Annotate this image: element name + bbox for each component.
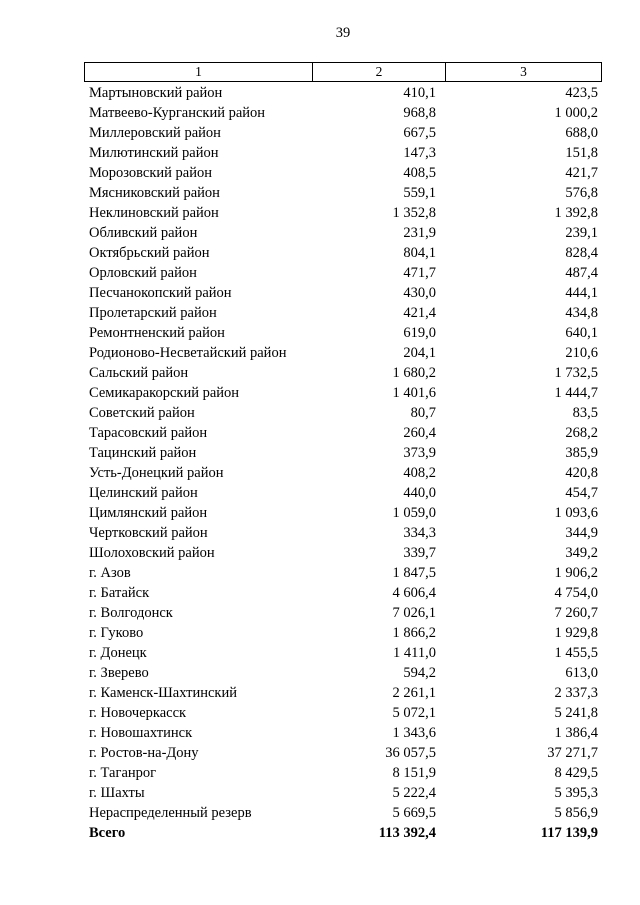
row-name: г. Новошахтинск (89, 725, 193, 741)
row-value-2: 260,4 (403, 425, 436, 441)
row-name: Чертковский район (89, 525, 208, 541)
row-name: Морозовский район (89, 165, 213, 181)
table-row (84, 223, 602, 243)
row-value-3: 444,1 (565, 285, 598, 301)
row-value-3: 576,8 (565, 185, 598, 201)
table-row (84, 103, 602, 123)
total-row-label: Всего (89, 825, 126, 841)
row-name: Мясниковский район (89, 185, 220, 201)
row-value-2: 5 669,5 (392, 805, 436, 821)
row-value-2: 430,0 (403, 285, 436, 301)
row-name: г. Азов (89, 565, 131, 581)
row-value-3: 4 754,0 (554, 585, 598, 601)
row-name: Шолоховский район (89, 545, 215, 561)
row-value-2: 373,9 (403, 445, 436, 461)
table-row (84, 183, 602, 203)
row-value-3: 239,1 (565, 225, 598, 241)
row-value-3: 5 856,9 (554, 805, 598, 821)
table-row (84, 203, 602, 223)
table-header-col-3: 3 (520, 64, 527, 79)
table-row (84, 263, 602, 283)
row-value-2: 2 261,1 (392, 685, 436, 701)
row-value-2: 1 411,0 (393, 645, 436, 661)
table-row (84, 463, 602, 483)
table-body (84, 83, 602, 823)
row-name: г. Каменск-Шахтинский (89, 685, 237, 701)
table-row (84, 423, 602, 443)
row-value-3: 344,9 (565, 525, 598, 541)
row-value-3: 640,1 (565, 325, 598, 341)
table-row (84, 683, 602, 703)
row-name: Ремонтненский район (89, 325, 225, 341)
row-value-3: 210,6 (565, 345, 598, 361)
row-value-3: 1 392,8 (554, 205, 598, 221)
table-row (84, 343, 602, 363)
total-row-value-3: 117 139,9 (540, 825, 598, 841)
row-name: Песчанокопский район (89, 285, 232, 301)
table-row (84, 543, 602, 563)
table-total-row (84, 823, 602, 843)
row-value-2: 147,3 (403, 145, 436, 161)
row-name: Мартыновский район (89, 85, 223, 101)
row-name: Усть-Донецкий район (89, 465, 224, 481)
row-value-2: 5 072,1 (392, 705, 436, 721)
row-name: Тарасовский район (89, 425, 208, 441)
row-value-3: 349,2 (565, 545, 598, 561)
row-value-3: 37 271,7 (547, 745, 598, 761)
row-value-3: 423,5 (565, 85, 598, 101)
row-value-2: 1 059,0 (392, 505, 436, 521)
table-row (84, 403, 602, 423)
table-row (84, 363, 602, 383)
row-value-2: 36 057,5 (385, 745, 436, 761)
row-name: Советский район (89, 405, 195, 421)
page-number: 39 (335, 25, 351, 41)
row-value-3: 5 395,3 (554, 785, 598, 801)
table-row (84, 583, 602, 603)
row-name: Целинский район (89, 485, 198, 501)
row-value-3: 1 386,4 (554, 725, 598, 741)
table-row (84, 163, 602, 183)
table-header-col-2: 2 (313, 63, 446, 81)
row-value-3: 1 000,2 (554, 105, 598, 121)
table-row (84, 383, 602, 403)
row-value-2: 594,2 (403, 665, 436, 681)
row-value-2: 1 401,6 (392, 385, 436, 401)
row-name: г. Донецк (89, 645, 147, 661)
row-value-2: 804,1 (403, 245, 436, 261)
row-value-2: 1 343,6 (392, 725, 436, 741)
row-value-3: 8 429,5 (554, 765, 598, 781)
table-row (84, 523, 602, 543)
row-value-3: 2 337,3 (554, 685, 598, 701)
row-name: Матвеево-Курганский район (89, 105, 266, 121)
row-name: г. Батайск (89, 585, 150, 601)
row-value-2: 1 680,2 (392, 365, 436, 381)
table-row (84, 783, 602, 803)
row-value-2: 7 026,1 (392, 605, 436, 621)
row-value-3: 5 241,8 (554, 705, 598, 721)
row-name: г. Гуково (89, 625, 144, 641)
row-name: Сальский район (89, 365, 189, 381)
row-value-2: 334,3 (403, 525, 436, 541)
row-value-3: 1 455,5 (554, 645, 598, 661)
row-value-2: 408,5 (403, 165, 436, 181)
row-value-3: 1 444,7 (554, 385, 598, 401)
table-header-col-1: 1 (85, 63, 313, 81)
table-row (84, 603, 602, 623)
row-value-3: 454,7 (565, 485, 598, 501)
table-row (84, 303, 602, 323)
row-value-2: 471,7 (403, 265, 436, 281)
row-name: г. Новочеркасск (89, 705, 187, 721)
row-name: г. Шахты (89, 785, 145, 801)
row-value-3: 7 260,7 (554, 605, 598, 621)
table-row (84, 243, 602, 263)
table-row (84, 503, 602, 523)
row-value-3: 1 093,6 (554, 505, 598, 521)
row-value-3: 688,0 (565, 125, 598, 141)
row-value-2: 339,7 (403, 545, 436, 561)
row-value-3: 385,9 (565, 445, 598, 461)
table-row (84, 83, 602, 103)
table-row (84, 483, 602, 503)
table-row (84, 443, 602, 463)
table-row (84, 803, 602, 823)
row-value-3: 1 929,8 (554, 625, 598, 641)
row-name: Нераспределенный резерв (89, 805, 252, 821)
row-value-3: 151,8 (565, 145, 598, 161)
table-row (84, 643, 602, 663)
row-name: Милютинский район (89, 145, 219, 161)
row-value-3: 1 906,2 (554, 565, 598, 581)
row-value-2: 1 866,2 (392, 625, 436, 641)
table-row (84, 663, 602, 683)
row-value-3: 83,5 (572, 405, 598, 421)
table-row (84, 123, 602, 143)
row-value-2: 440,0 (403, 485, 436, 501)
row-value-2: 231,9 (403, 225, 436, 241)
row-name: г. Таганрог (89, 765, 157, 781)
row-value-2: 619,0 (403, 325, 436, 341)
row-name: Миллеровский район (89, 125, 221, 141)
row-value-2: 968,8 (403, 105, 436, 121)
data-table (84, 62, 602, 843)
row-name: Семикаракорский район (89, 385, 240, 401)
row-value-2: 408,2 (403, 465, 436, 481)
table-row (84, 323, 602, 343)
row-value-2: 80,7 (410, 405, 436, 421)
row-name: Октябрьский район (89, 245, 210, 261)
table-row (84, 763, 602, 783)
table-row (84, 623, 602, 643)
table-header-row (84, 62, 602, 82)
row-value-3: 420,8 (565, 465, 598, 481)
row-value-2: 4 606,4 (392, 585, 436, 601)
table-row (84, 743, 602, 763)
row-value-2: 5 222,4 (392, 785, 436, 801)
row-value-3: 268,2 (565, 425, 598, 441)
row-value-2: 1 352,8 (392, 205, 436, 221)
table-row (84, 703, 602, 723)
row-value-3: 434,8 (565, 305, 598, 321)
row-value-2: 559,1 (403, 185, 436, 201)
row-name: Тацинский район (89, 445, 197, 461)
row-value-2: 8 151,9 (392, 765, 436, 781)
row-name: г. Волгодонск (89, 605, 173, 621)
row-value-3: 613,0 (565, 665, 598, 681)
row-name: г. Зверево (89, 665, 149, 681)
row-name: Родионово-Несветайский район (89, 345, 287, 361)
row-value-3: 1 732,5 (554, 365, 598, 381)
total-row-value-2: 113 392,4 (378, 825, 436, 841)
table-row (84, 283, 602, 303)
row-name: Цимлянский район (89, 505, 208, 521)
row-value-2: 667,5 (403, 125, 436, 141)
table-row (84, 563, 602, 583)
row-name: Обливский район (89, 225, 198, 241)
table-row (84, 143, 602, 163)
row-value-2: 1 847,5 (392, 565, 436, 581)
row-value-3: 487,4 (565, 265, 598, 281)
table-row (84, 723, 602, 743)
row-name: Пролетарский район (89, 305, 217, 321)
row-value-3: 828,4 (565, 245, 598, 261)
row-value-2: 410,1 (403, 85, 436, 101)
row-value-3: 421,7 (565, 165, 598, 181)
row-name: г. Ростов-на-Дону (89, 745, 199, 761)
row-value-2: 204,1 (403, 345, 436, 361)
row-name: Неклиновский район (89, 205, 219, 221)
row-value-2: 421,4 (403, 305, 436, 321)
row-name: Орловский район (89, 265, 197, 281)
